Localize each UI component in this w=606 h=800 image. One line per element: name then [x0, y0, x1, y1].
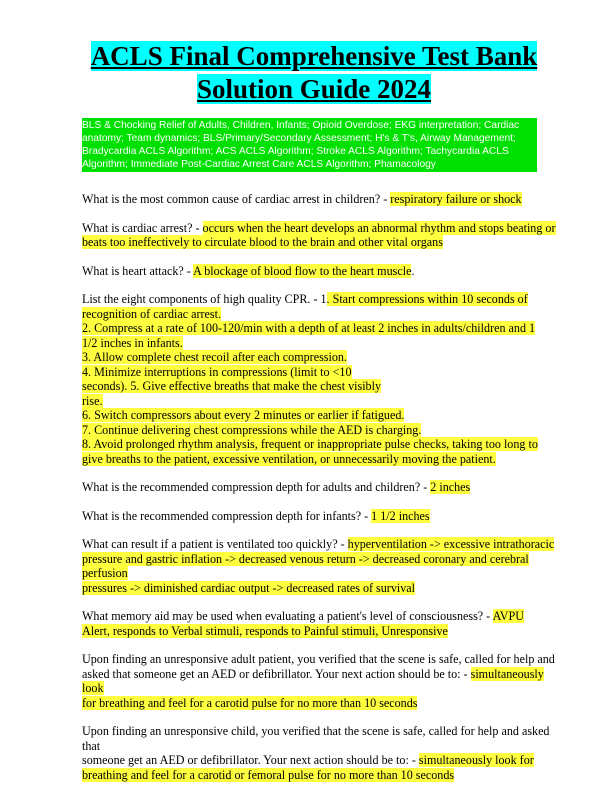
document-title [72, 40, 556, 106]
qa-item-7 [82, 537, 556, 595]
answer-line-2: recognition of cardiac arrest. [82, 306, 222, 321]
answer-line-10: 7. Continue delivering chest compressions while the AED is charging. [82, 422, 422, 437]
answer-line-8: rise. [82, 393, 103, 408]
answer-line-7: seconds). 5. Give effective breaths that make the chest visibly [82, 379, 382, 393]
question: What is cardiac arrest? - [82, 220, 203, 235]
title-line-2: Solution Guide 2024 [196, 74, 432, 104]
answer-line-3: 2. Compress at a rate of 100-120/min with a depth of at least 2 inches in adults/children and 1 [82, 321, 536, 335]
qa-item-9 [82, 652, 556, 710]
qa-item-5 [82, 480, 556, 495]
question: What memory aid may be used when evaluating a patient's level of consciousness? - [82, 609, 493, 623]
question: What is the recommended compression depth for adults and children? - [82, 480, 431, 494]
answer-line-2: pressure and gastric inflation -> decreased venous return -> decreased coronary and cerebral perfusion [82, 551, 529, 580]
question: List the eight components of high quality CPR. - 1 [82, 292, 327, 306]
answer-line-9: 6. Switch compressors about every 2 minutes or earlier if fatigued. [82, 408, 405, 422]
answer-line-1: occurs when the heart develops an abnormal rhythm and stops beating or [202, 220, 556, 235]
title-line-1: ACLS Final Comprehensive Test Bank [90, 41, 538, 71]
answer-line-1: simultaneously look for [418, 753, 534, 767]
answer-end: . [411, 263, 415, 278]
answer-line-11: 8. Avoid prolonged rhythm analysis, frequent or inappropriate pulse checks, taking too long to [82, 437, 538, 451]
answer-line-1: hyperventilation -> excessive intrathoracic [347, 537, 555, 551]
qa-item-1 [82, 192, 556, 207]
qa-item-6 [82, 509, 556, 524]
answer-line-1: simultaneously look [82, 666, 544, 695]
answer-line-12b: breaths to the patient, excessive ventilation, or unnecessarily moving the patient. [102, 451, 496, 466]
qa-item-4 [82, 292, 556, 466]
qa-item-2 [82, 221, 556, 250]
question-line-2: someone get an AED or defibrillator. Your next action should be to: - [82, 753, 419, 767]
question-line-1: Upon finding an unresponsive adult patient, you verified that the scene is safe, called for help and [82, 652, 555, 666]
question-line-2: asked that someone get an AED or defibrillator. Your next action should be to: - [82, 666, 471, 681]
answer-line-1: . Start compressions within 10 seconds of [326, 292, 528, 306]
qa-item-10 [82, 724, 556, 782]
answer: 2 inches [430, 480, 471, 494]
answer-line-2: for breathing and feel for a carotid pulse for no more than 10 seconds [82, 695, 418, 710]
answer-line-1: AVPU [492, 609, 524, 623]
question: What can result if a patient is ventilated too quickly? - [82, 537, 348, 551]
answer: 1 1/2 inches [371, 508, 430, 523]
answer-line-12a: give [82, 451, 103, 466]
answer: A blockage of blood flow to the heart muscle [193, 263, 412, 278]
answer-line-2: breathing and feel for a carotid or femoral pulse for no more than 10 seconds [82, 767, 455, 782]
answer-line-6: 4. Minimize interruptions in compressions (limit to <10 [82, 364, 352, 379]
qa-item-3 [82, 264, 556, 279]
qa-item-8 [82, 609, 556, 638]
answer-line-2: beats too ineffectively to circulate blood to the brain and other vital organs [82, 235, 443, 249]
answer-line-5: 3. Allow complete chest recoil after each compression. [82, 350, 347, 364]
answer: respiratory failure or shock [390, 192, 522, 206]
question: What is the recommended compression depth for infants? - [82, 508, 372, 523]
question-line-1: Upon finding an unresponsive child, you verified that the scene is safe, called for help and asked that [82, 724, 550, 753]
question: What is heart attack? - [82, 263, 194, 278]
topics-banner: BLS & Chocking Relief of Adults, Children, Infants; Opioid Overdose; EKG interpretation; Cardiac anatomy; Team dynamics; BLS/Primary/Secondary Assessment; H's & T's, Airway Management; Bradycardia ACLS Algorithm; ACS ACLS Algorithm; Stroke ACLS Algorithm; Tachycardia ACLS Algorithm; Immediate Post-Cardiac Arrest Care ACLS Algorithm; Phamacology [82, 118, 537, 172]
answer-line-4: 1/2 inches in infants. [82, 335, 183, 350]
answer-line-2: Alert, responds to Verbal stimuli, responds to Painful stimuli, Unresponsive [82, 623, 448, 638]
question: What is the most common cause of cardiac arrest in children? - [82, 192, 391, 206]
answer-line-3: pressures -> diminished cardiac output -> decreased rates of survival [82, 580, 416, 595]
